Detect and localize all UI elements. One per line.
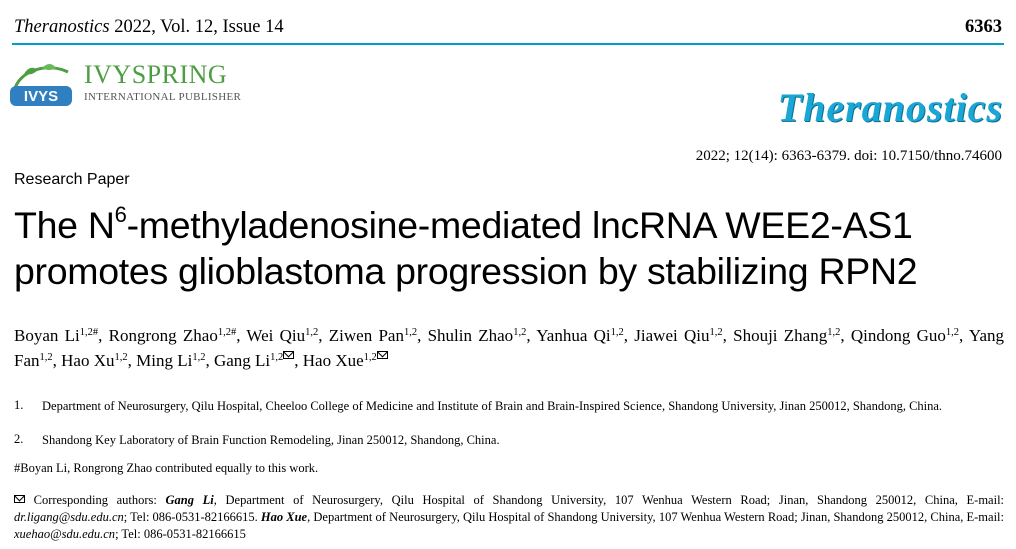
author-affiliation: 1,2 [513, 327, 527, 338]
affiliation-number: 1. [14, 398, 24, 412]
author [246, 326, 318, 345]
citation: 2022; 12(14): 6363-6379. doi: 10.7150/thno.74600 [695, 148, 1002, 164]
author-name: Yanhua Qi [536, 326, 611, 345]
corr-author1-tel: ; Tel: 086-0531-82166615. [123, 510, 261, 525]
header-rule [12, 43, 1004, 45]
author [214, 351, 294, 370]
author-name: Hao Xue [302, 351, 364, 370]
corr-author2-email[interactable]: xuehao@sdu.edu.cn [14, 527, 116, 542]
author-affiliation: 1,2# [217, 327, 237, 338]
title-part1: The N [14, 204, 115, 246]
author-affiliation: 1,2 [945, 327, 960, 338]
author-name: Shulin Zhao [427, 326, 514, 345]
corr-author1-email[interactable]: dr.ligang@sdu.edu.cn [14, 510, 124, 525]
author-name: Yang Fan [14, 326, 1005, 370]
journal-name: Theranostics [14, 17, 110, 37]
author-affiliation: 1,2 [403, 327, 418, 338]
affiliation-number: 2. [14, 432, 24, 446]
author-affiliation: 1,2# [79, 327, 99, 338]
author-name: Ming Li [136, 351, 193, 370]
title-superscript: 6 [114, 202, 127, 227]
author-name: Jiawei Qiu [634, 326, 710, 345]
author [536, 326, 624, 345]
author [109, 326, 237, 345]
affiliation-text: Shandong Key Laboratory of Brain Function Remodeling, Jinan 250012, Shandong, China. [42, 433, 500, 447]
author [634, 326, 722, 345]
envelope-icon [377, 351, 388, 359]
title-part2: -methyladenosine-mediated lncRNA WEE2-AS1 promotes glioblastoma progression by stabilizing RPN2 [14, 204, 918, 292]
author [136, 351, 205, 370]
author-list: Boyan $Li^{1,2\#}$, Rongrong Zhao$^{1,2\#}$, Wei Qiu$^{1,2}$, Ziwen Pan$^{1,2}$, Shulin Zhao$^{1,2}$, Yanhua Qi$^{1,2}$, Jiawei Qiu$^{1,2}$, Shouji Zhang$^{1,2}$, Qindong Guo$^{1,2}$, Yang Fan$^{1,2}$, Hao Xu$^{1,2}$, Ming Li$^{1,2}$, Gang Li$^{1,2}$ , Hao Xue$^{1,2}$ [14, 326, 1005, 370]
author-name: Wei Qiu [246, 326, 306, 345]
corr-author2-name: Hao Xue [260, 510, 308, 525]
page-number: 6363 [965, 17, 1002, 37]
equal-contribution-note: #Boyan Li, Rongrong Zhao contributed equally to this work. [14, 461, 319, 475]
corr-author1-name: Gang Li [165, 493, 214, 507]
author [428, 326, 527, 345]
author [851, 326, 959, 345]
author-name: Rongrong Zhao [108, 326, 218, 345]
correspondence [14, 492, 1004, 544]
article-type: Research Paper [14, 171, 130, 188]
paper-title [14, 202, 1004, 294]
author-affiliation: 1,2 [709, 327, 723, 338]
author-affiliation: 1,2 [39, 352, 53, 363]
author-affiliation: 1,2 [305, 327, 319, 338]
publisher-name: IVYSPRING [84, 60, 228, 89]
author-name: Qindong Guo [850, 326, 946, 345]
envelope-icon [14, 495, 25, 503]
author-affiliation: 1,2 [270, 352, 294, 363]
affiliation-text: Department of Neurosurgery, Qilu Hospital, Cheeloo College of Medicine and Institute of Brain and Brain-Inspired Science, Shandong University, Jinan 250012, Shandong, China. [42, 399, 943, 413]
author-name: Boyan Li [14, 326, 80, 345]
author-name: Ziwen Pan [328, 326, 404, 345]
author [14, 326, 98, 345]
author-name: Gang Li [213, 351, 271, 370]
corr-author2-tel: ; Tel: 086-0531-82166615 [115, 527, 246, 542]
envelope-icon [283, 351, 294, 359]
author-name: Shouji Zhang [733, 326, 828, 345]
journal-header [14, 17, 284, 38]
corr-author2-text: , Department of Neurosurgery, Qilu Hospital of Shandong University, 107 Wenhua Western Road; Jinan, Shandong 250012, China, E-mail: [307, 510, 1004, 525]
pub-logo-letters: IVYS [23, 88, 59, 105]
journal-issue: 2022, Vol. 12, Issue 14 [114, 17, 284, 37]
author-affiliation: 1,2 [192, 352, 206, 363]
theranostics-logo: Theranostics [777, 85, 1003, 130]
author [303, 351, 388, 370]
author-name: Hao Xu [61, 351, 115, 370]
author [61, 351, 127, 370]
corr-author1-text: , Department of Neurosurgery, Qilu Hospital of Shandong University, 107 Wenhua Western Road; Jinan, Shandong 250012, China, E-mail: [213, 493, 1005, 507]
author [733, 326, 840, 345]
author-affiliation: 1,2 [364, 352, 388, 363]
publisher-subtitle: INTERNATIONAL PUBLISHER [84, 91, 242, 103]
author [329, 326, 417, 345]
author-affiliation: 1,2 [827, 327, 841, 338]
ivyspring-logo-icon [8, 62, 74, 108]
correspondence-label: Corresponding authors: [33, 493, 157, 507]
author-affiliation: 1,2 [114, 352, 128, 363]
author-affiliation: 1,2 [610, 327, 624, 338]
